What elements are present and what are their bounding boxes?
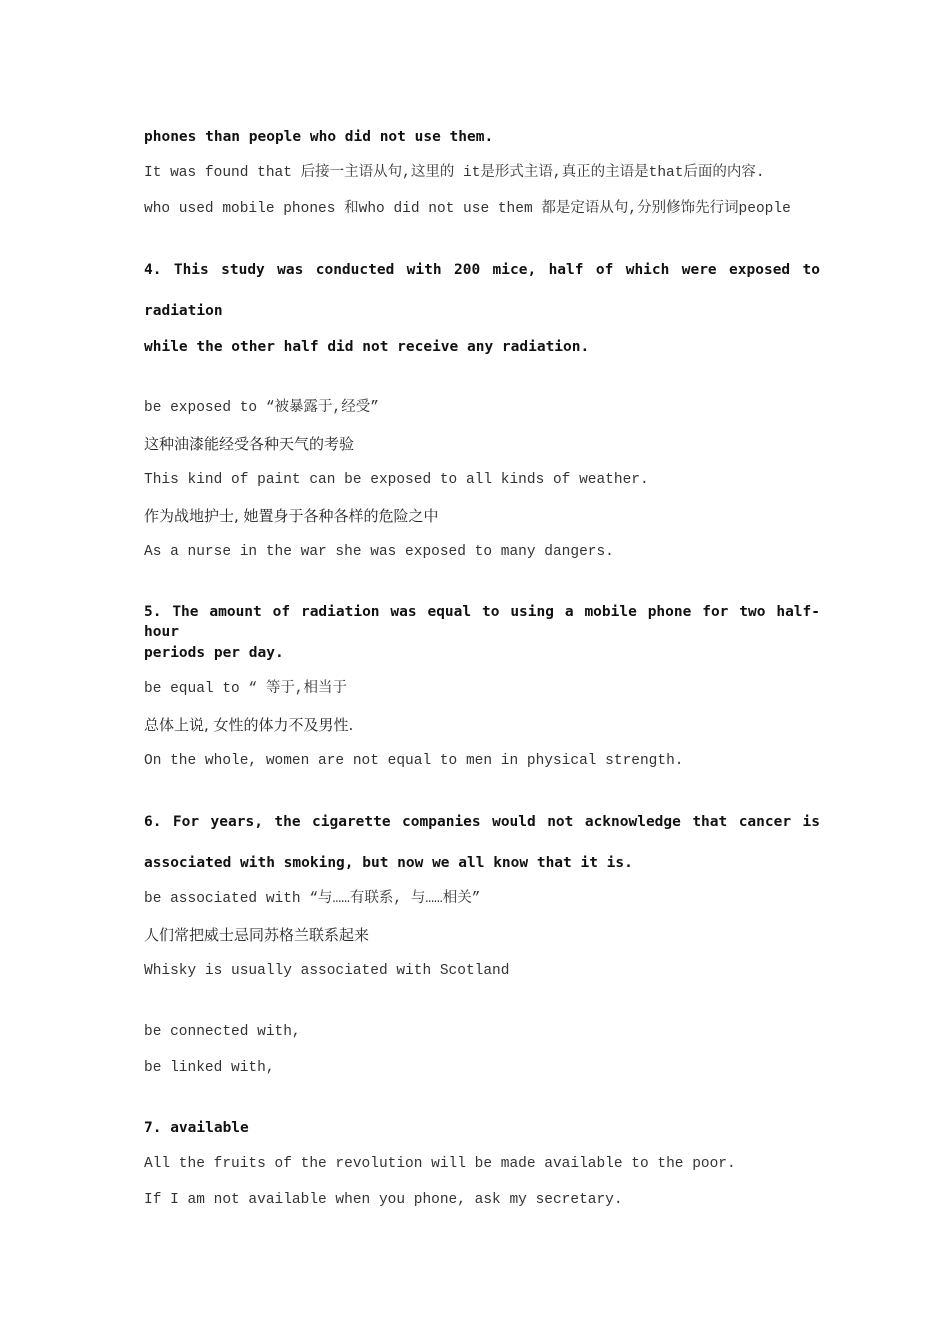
example-english: If I am not available when you phone, ask my secretary.: [144, 1192, 623, 1208]
section-heading: 7. available: [144, 1120, 249, 1136]
text-line: who used mobile phones 和who did not use them 都是定语从句,分别修饰先行词people: [144, 201, 791, 217]
example-english: On the whole, women are not equal to men in physical strength.: [144, 753, 684, 769]
example-english: Whisky is usually associated with Scotland: [144, 963, 510, 979]
example-chinese: 总体上说, 女性的体力不及男性.: [144, 716, 354, 734]
synonym-phrase: be connected with,: [144, 1024, 301, 1040]
phrase-definition: be equal to “ 等于,相当于: [144, 681, 348, 697]
synonym-phrase: be linked with,: [144, 1060, 275, 1076]
phrase-definition: be exposed to “被暴露于,经受”: [144, 400, 379, 416]
phrase-definition: be associated with “与……有联系, 与……相关”: [144, 891, 481, 907]
text-line: while the other half did not receive any radiation.: [144, 339, 590, 355]
section-heading: 6. For years, the cigarette companies would not acknowledge that cancer is: [144, 814, 820, 830]
section-heading-continued: radiation: [144, 303, 223, 319]
example-english: As a nurse in the war she was exposed to many dangers.: [144, 544, 614, 560]
example-chinese: 这种油漆能经受各种天气的考验: [144, 435, 355, 453]
section-heading: 4. This study was conducted with 200 mice, half of which were exposed to: [144, 262, 820, 278]
example-chinese: 作为战地护士, 她置身于各种各样的危险之中: [144, 507, 439, 525]
example-english: This kind of paint can be exposed to all kinds of weather.: [144, 472, 649, 488]
text-line: phones than people who did not use them.: [144, 129, 494, 145]
text-line: It was found that 后接一主语从句,这里的 it是形式主语,真正的主语是that后面的内容.: [144, 165, 765, 181]
example-english: All the fruits of the revolution will be made available to the poor.: [144, 1156, 736, 1172]
section-heading-continued: periods per day.: [144, 645, 284, 661]
example-chinese: 人们常把威士忌同苏格兰联系起来: [144, 926, 370, 944]
section-heading-continued: associated with smoking, but now we all know that it is.: [144, 855, 633, 871]
section-heading: 5. The amount of radiation was equal to using a mobile phone for two half-hour: [144, 604, 820, 640]
